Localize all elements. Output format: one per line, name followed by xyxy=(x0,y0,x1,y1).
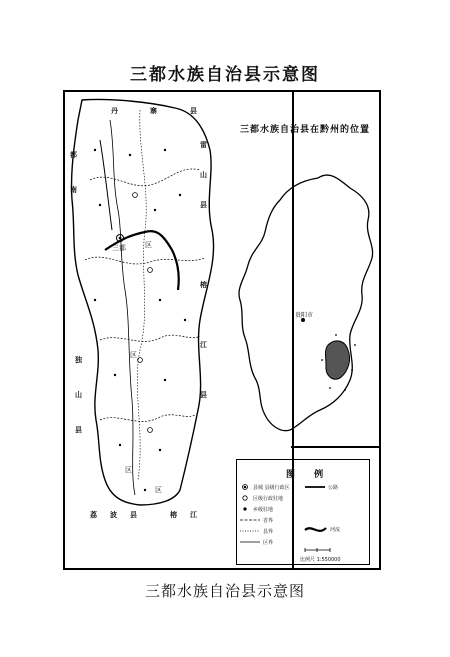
region-label: 区 xyxy=(130,351,137,359)
legend-item-label: 县界 xyxy=(263,529,274,535)
county-boundary xyxy=(72,99,214,505)
map-label: 县 xyxy=(75,426,82,434)
map-label: 江 xyxy=(190,511,197,519)
map-label: 榕 xyxy=(200,281,207,289)
region-label: 区 xyxy=(155,486,162,494)
legend-item-label: 比例尺 1:550000 xyxy=(300,557,341,563)
legend-item-label: 区界 xyxy=(263,540,274,546)
map-label: 波 xyxy=(110,511,117,519)
legend-item-label: 省界 xyxy=(263,518,274,524)
legend-heading: 图 例 xyxy=(286,470,332,480)
map-label: 荔 xyxy=(90,511,97,519)
legend-item-label: 县城 县级行政区 xyxy=(253,485,290,491)
map-label: 雷 xyxy=(200,141,207,149)
map-label: 县 xyxy=(190,107,197,115)
map-label: 县 xyxy=(200,391,207,399)
map-label: 江 xyxy=(200,341,207,349)
page-title: 三都水族自治县示意图 xyxy=(130,65,320,85)
map-label: 山 xyxy=(200,171,207,179)
map-label: 都 xyxy=(70,151,77,159)
province-outline xyxy=(239,175,373,431)
map-label: 榕 xyxy=(170,511,177,519)
map-label: 县 xyxy=(130,511,137,519)
legend-item-label: 区级行政驻地 xyxy=(253,496,284,502)
county-highlight xyxy=(326,341,350,379)
map-label: 丹 xyxy=(111,107,118,115)
legend-item-label: 公路 xyxy=(328,485,339,491)
region-label: 三都 xyxy=(112,244,126,252)
map-label: 独 xyxy=(75,356,82,364)
map-label: 县 xyxy=(200,201,207,209)
city-label: 贵阳市 xyxy=(295,312,314,319)
map-label: 山 xyxy=(75,391,82,399)
map-label: 南 xyxy=(70,186,77,194)
page-caption: 三都水族自治县示意图 xyxy=(144,582,305,600)
legend-item-label: 河流 xyxy=(330,527,341,533)
inset-title: 三都水族自治县在黔州的位置 xyxy=(240,125,371,135)
map-label: 寨 xyxy=(150,107,157,115)
legend-item-label: 乡级驻地 xyxy=(253,507,274,513)
region-label: 区 xyxy=(125,466,132,474)
region-label: 区 xyxy=(145,241,152,249)
